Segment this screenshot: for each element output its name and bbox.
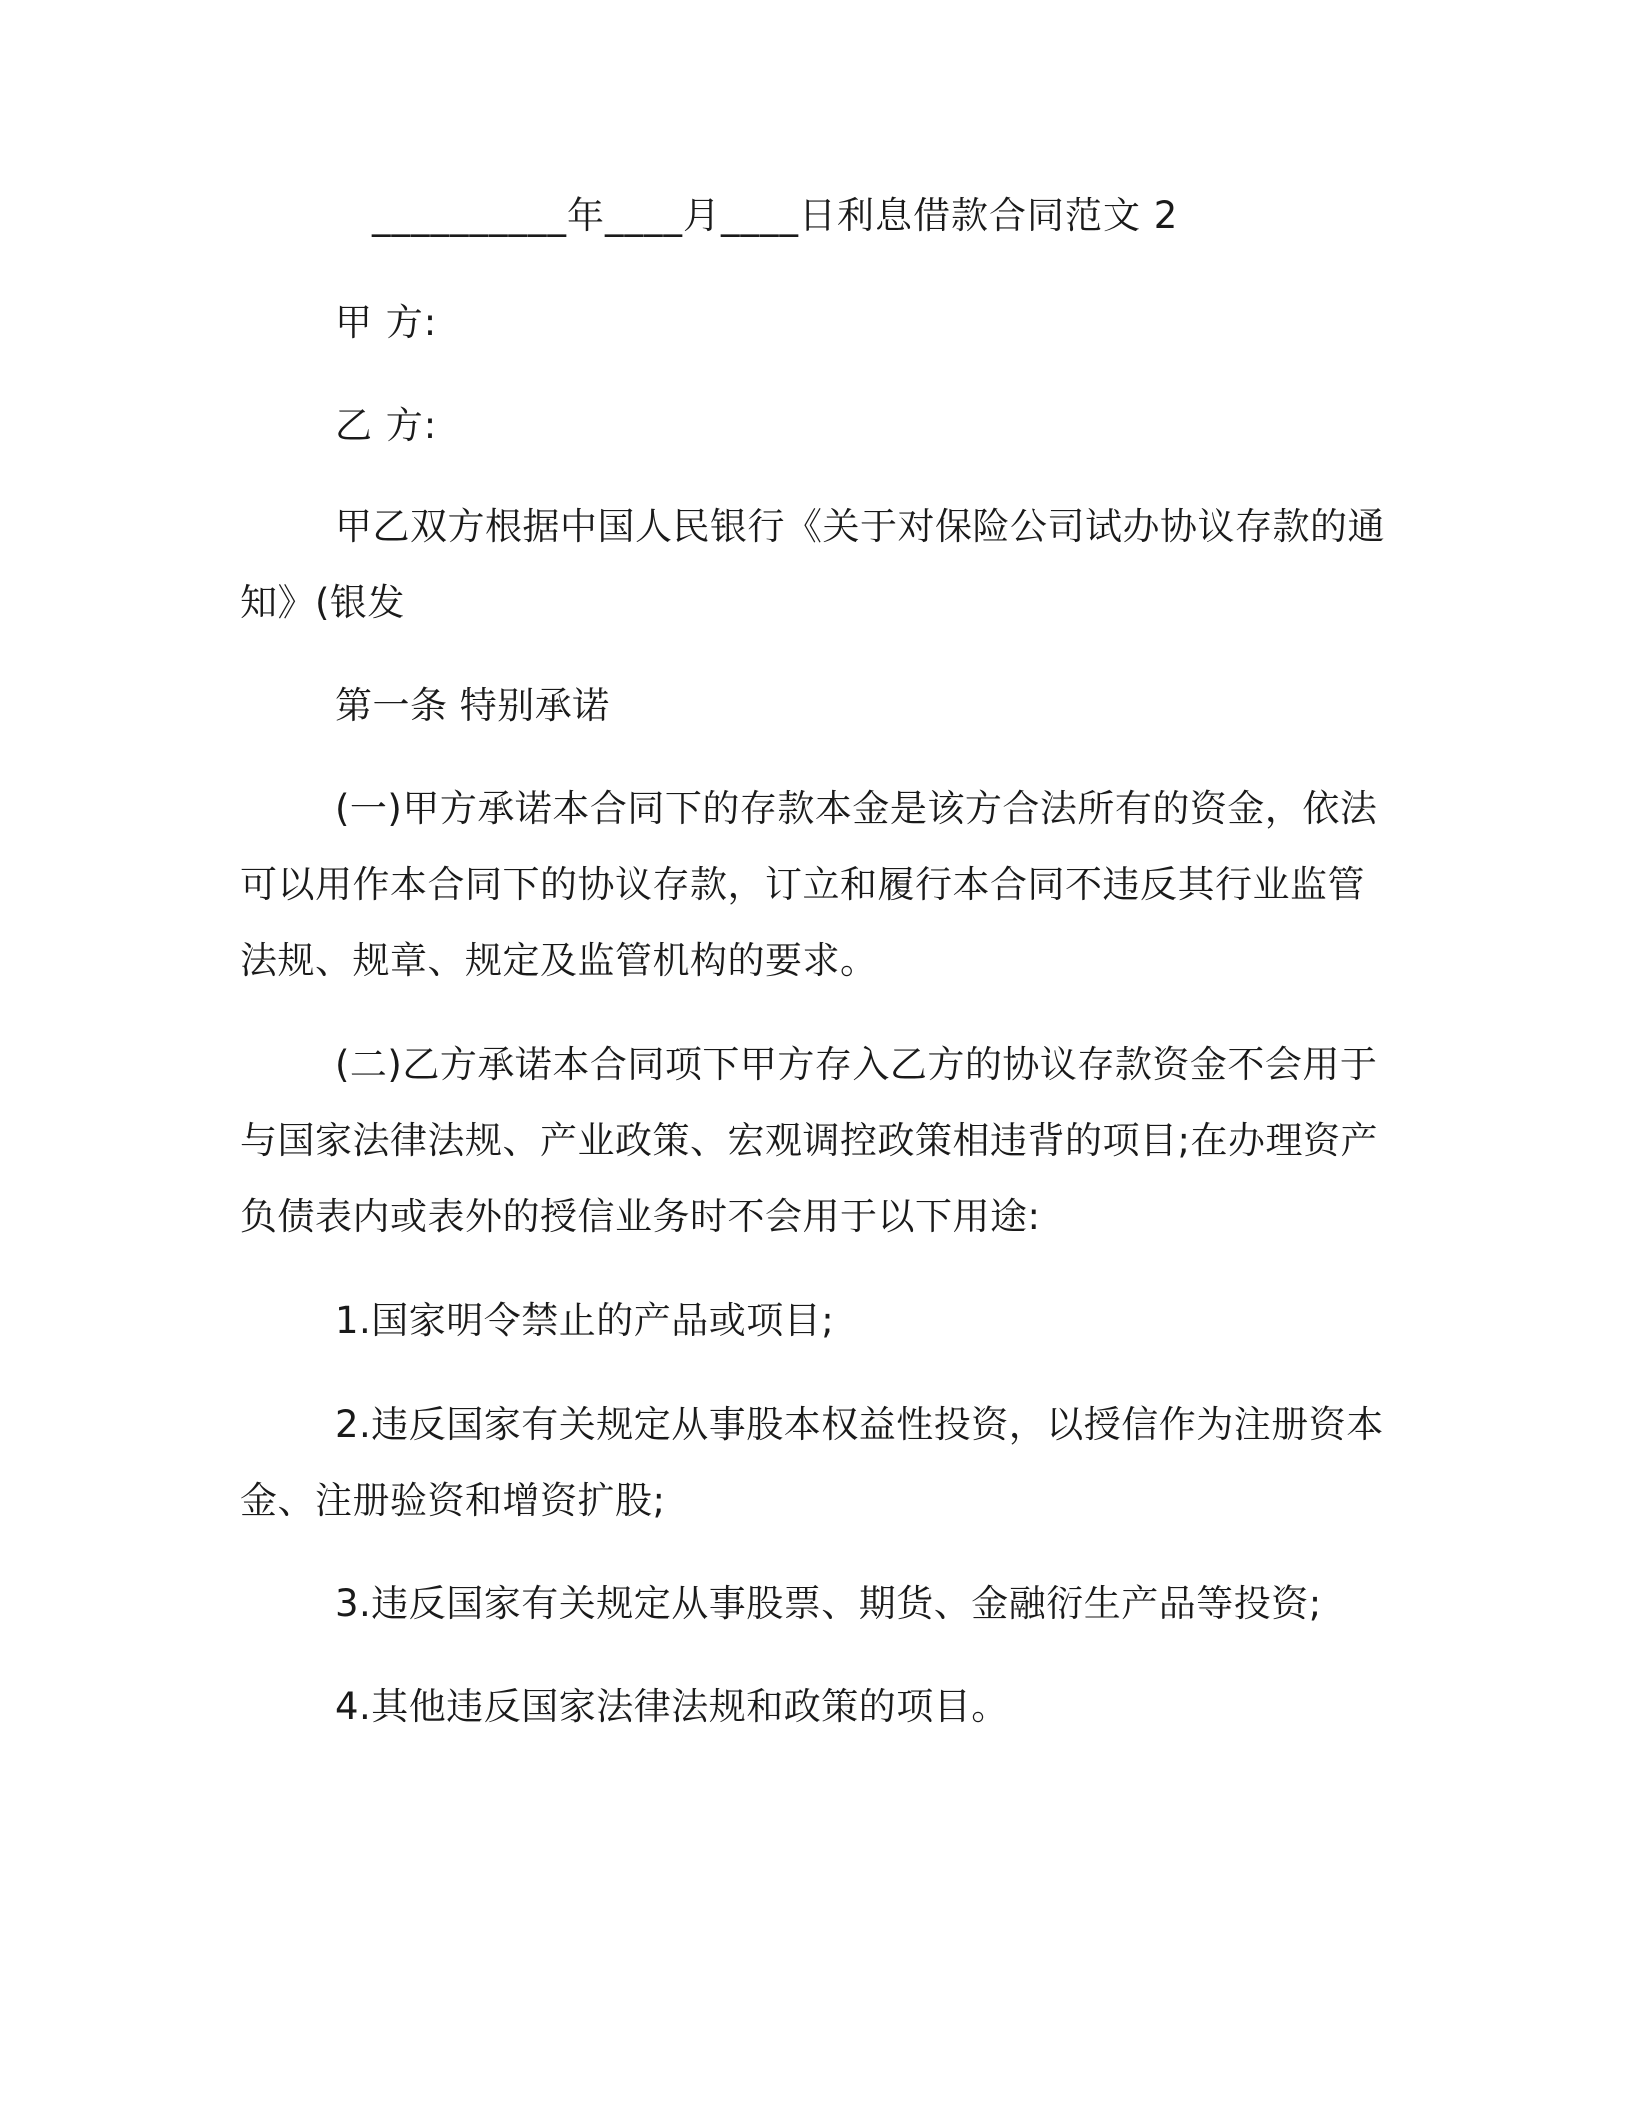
article-1-heading: 第一条 特别承诺 (335, 684, 610, 727)
list-item-4: 4.其他违反国家法律法规和政策的项目。 (335, 1685, 1009, 1728)
party-b-line: 乙 方: (335, 404, 438, 447)
clause-1-paragraph: (一)甲方承诺本合同下的存款本金是该方合法所有的资金，依法可以用作本合同下的协议存款，订立和履行本合同不违反其行业监管法规、规章、规定及监管机构的要求。 (240, 787, 1378, 982)
clause-2-paragraph: (二)乙方承诺本合同项下甲方存入乙方的协议存款资金不会用于与国家法律法规、产业政策、宏观调控政策相违背的项目;在办理资产负债表内或表外的授信业务时不会用于以下用途: (240, 1043, 1378, 1238)
document-title: __________年____月____日利息借款合同范文 2 (372, 194, 1179, 237)
intro-paragraph: 甲乙双方根据中国人民银行《关于对保险公司试办协议存款的通知》(银发 (240, 505, 1385, 624)
party-a-line: 甲 方: (335, 301, 438, 344)
list-item-1: 1.国家明令禁止的产品或项目; (335, 1299, 835, 1342)
list-item-3: 3.违反国家有关规定从事股票、期货、金融衍生产品等投资; (335, 1582, 1322, 1625)
list-item-2: 2.违反国家有关规定从事股本权益性投资，以授信作为注册资本金、注册验资和增资扩股; (240, 1403, 1384, 1522)
